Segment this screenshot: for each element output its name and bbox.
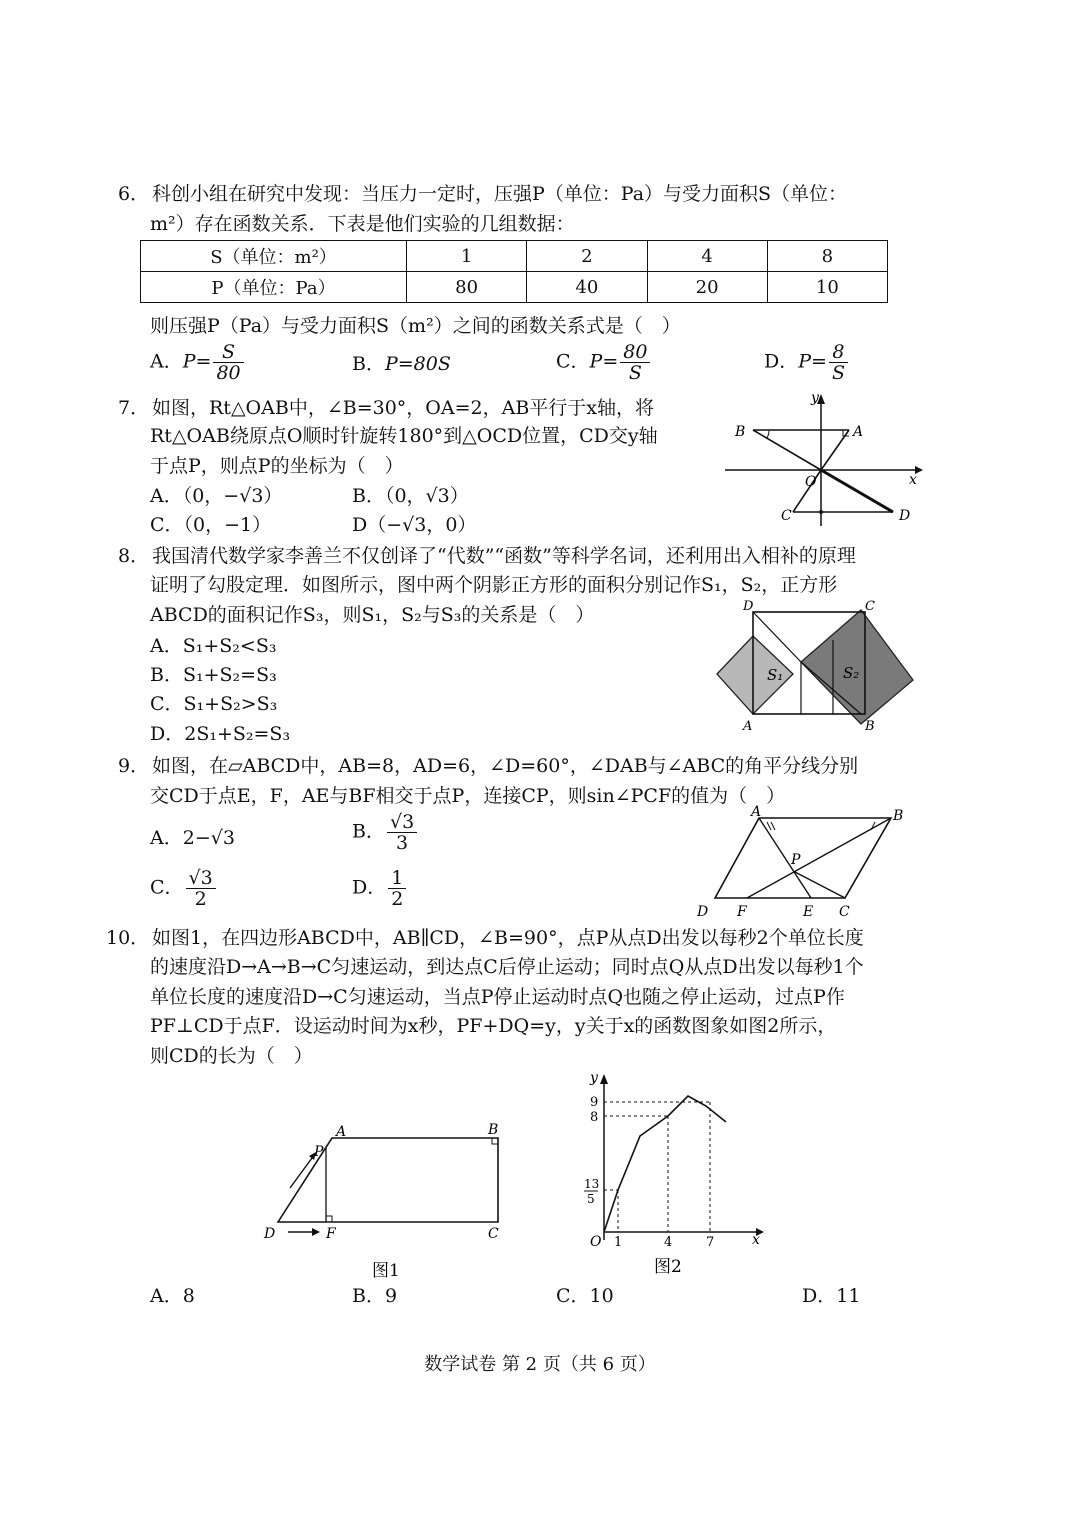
numerator: √3 [387, 812, 417, 833]
q7-line1 [118, 394, 654, 422]
q7-line2: Rt△OAB绕原点O顺时针旋转180°到△OCD位置，CD交y轴 [150, 425, 658, 447]
q9-line1 [118, 752, 858, 780]
q6-stem: 则压强P（Pa）与受力面积S（m²）之间的函数关系式是（ ） [150, 315, 681, 337]
denominator: S [831, 362, 845, 384]
q8-option-c[interactable]: C．S₁+S₂>S₃ [150, 693, 278, 715]
table-cell: 40 [527, 272, 647, 303]
q6-option-d[interactable] [764, 342, 850, 383]
table-cell: 4 [647, 241, 767, 272]
option-text: P=80S [384, 353, 451, 375]
tick-x4: 4 [664, 1235, 673, 1250]
y-axis-arrow-icon [600, 1074, 608, 1084]
q7-option-a[interactable]: A．（0，−√3） [150, 485, 283, 507]
q7-option-b[interactable]: B．（0，√3） [352, 485, 469, 507]
label-o: O [805, 474, 817, 490]
fraction [388, 868, 406, 909]
q6-data-table [140, 240, 888, 303]
label-y: y [590, 1070, 598, 1086]
q8-number: 8． [118, 545, 150, 567]
q7-figure [725, 390, 925, 530]
label-b: B [865, 719, 875, 734]
q10-option-d[interactable]: D．11 [802, 1285, 861, 1307]
option-formula-left: P= [182, 350, 212, 373]
point-p [819, 510, 823, 514]
table-cell: P（单位：Pa） [141, 272, 407, 303]
right-angle-mark [492, 1138, 498, 1144]
label-d: D [697, 904, 709, 920]
table-cell: S（单位：m²） [141, 241, 407, 272]
tick-y13-numerator: 13 [584, 1177, 600, 1191]
label-a: A [336, 1124, 347, 1140]
q6-number: 6． [118, 183, 150, 205]
table-cell: 10 [767, 272, 887, 303]
numerator: S [213, 342, 243, 363]
q7-option-c[interactable]: C．（0，−1） [150, 514, 272, 536]
q9-text1: 如图，在▱ABCD中，AB=8，AD=6，∠D=60°，∠DAB与∠ABC的角平分线分别 [152, 755, 859, 777]
tick-y9: 9 [590, 1095, 599, 1110]
option-label: C． [150, 876, 184, 899]
label-f: F [326, 1226, 336, 1242]
quadrilateral-abcd [278, 1138, 498, 1222]
q7-number: 7． [118, 397, 150, 419]
q10-line4: PF⊥CD于点F．设运动时间为x秒，PF+DQ=y，y关于x的函数图象如图2所示， [150, 1015, 837, 1037]
label-d: D [264, 1226, 276, 1242]
table-row [141, 272, 888, 303]
option-formula-left: P= [589, 350, 619, 373]
q6-option-c[interactable] [556, 342, 652, 383]
q10-line2: 的速度沿D→A→B→C匀速运动，到达点C后停止运动；同时点Q从点D出发以每秒1个 [150, 956, 864, 978]
denominator: 2 [194, 888, 207, 910]
q8-option-d[interactable]: D．2S₁+S₂=S₃ [150, 723, 291, 745]
q10-text1: 如图1，在四边形ABCD中，AB∥CD，∠B=90°，点P从点D出发以每秒2个单位长度 [152, 927, 864, 949]
label-c: C [865, 599, 875, 614]
angle-mark-b [767, 430, 769, 438]
figure-caption: 图2 [654, 1257, 682, 1277]
label-y: y [811, 390, 819, 406]
numerator: 80 [620, 342, 650, 363]
numerator: 1 [388, 868, 406, 889]
q10-option-c[interactable]: C．10 [556, 1285, 614, 1307]
right-angle-mark [326, 1216, 332, 1222]
option-label: B． [352, 353, 385, 375]
q6-line2: m²）存在函数关系．下表是他们实验的几组数据： [150, 213, 575, 235]
q6-line1 [118, 180, 847, 208]
option-label: C． [556, 350, 590, 373]
option-text: 2−√3 [182, 827, 235, 849]
q8-figure [715, 598, 920, 738]
option-label: B． [352, 820, 385, 843]
q8-option-a[interactable]: A．S₁+S₂<S₃ [150, 635, 277, 657]
fraction [829, 342, 848, 383]
label-d: D [899, 508, 911, 524]
table-row [141, 241, 888, 272]
q7-option-d[interactable]: D（−√3，0） [352, 514, 477, 536]
label-a: A [853, 424, 864, 440]
q8-line2: 证明了勾股定理．如图所示，图中两个阴影正方形的面积分别记作S₁，S₂，正方形 [150, 574, 838, 596]
segment-ob [753, 430, 821, 470]
q9-option-b[interactable] [352, 812, 419, 853]
option-label: A． [150, 350, 183, 373]
q6-text1: 科创小组在研究中发现：当压力一定时，压强P（单位：Pa）与受力面积S（单位： [152, 183, 848, 205]
fraction [213, 342, 243, 383]
fraction [186, 868, 216, 909]
q7-text1: 如图，Rt△OAB中，∠B=30°，OA=2，AB平行于x轴，将 [152, 397, 654, 419]
table-cell: 8 [767, 241, 887, 272]
label-e: E [803, 904, 814, 920]
label-a: A [751, 804, 762, 820]
q10-line3: 单位长度的速度沿D→C匀速运动，当点P停止运动时点Q也随之停止运动，过点P作 [150, 986, 845, 1008]
denominator: 80 [216, 362, 241, 384]
q10-option-b[interactable]: B．9 [352, 1285, 398, 1307]
label-d: D [743, 599, 754, 614]
q10-line5: 则CD的长为（ ） [150, 1045, 313, 1067]
label-o: O [590, 1234, 602, 1250]
arrow-icon [312, 1228, 320, 1236]
table-cell: 80 [407, 272, 527, 303]
numerator: √3 [186, 868, 216, 889]
q8-line1 [118, 542, 856, 570]
label-b: B [893, 808, 904, 824]
q10-number: 10． [106, 927, 150, 949]
q10-line1 [106, 924, 864, 952]
option-label: D． [352, 876, 387, 899]
q9-option-a[interactable] [150, 824, 235, 852]
tick-y13-denominator: 5 [587, 1192, 595, 1206]
page-footer: 数学试卷 第 2 页（共 6 页） [424, 1354, 656, 1375]
angle-mark-a [767, 822, 775, 830]
segment-od [821, 470, 893, 512]
label-a: A [743, 719, 753, 734]
table-cell: 1 [407, 241, 527, 272]
label-c: C [781, 508, 792, 524]
option-formula-left: P= [798, 350, 827, 373]
q9-figure [695, 804, 915, 922]
q9-option-d[interactable] [352, 868, 408, 909]
label-c: C [839, 904, 850, 920]
segment-ae [759, 818, 811, 898]
q6-option-a[interactable] [150, 342, 246, 383]
label-x: x [909, 472, 917, 488]
fraction [620, 342, 650, 383]
table-cell: 20 [647, 272, 767, 303]
denominator: S [628, 362, 642, 384]
label-s2: S₂ [843, 664, 860, 682]
label-p: P [314, 1144, 324, 1160]
q6-option-b[interactable] [352, 350, 451, 378]
numerator: 8 [829, 342, 848, 363]
q8-line3: ABCD的面积记作S₃，则S₁，S₂与S₃的关系是（ ） [150, 604, 595, 626]
tick-x1: 1 [614, 1235, 623, 1250]
q8-text1: 我国清代数学家李善兰不仅创译了“代数”“函数”等科学名词，还利用出入相补的原理 [152, 545, 856, 567]
segment-bf [747, 818, 891, 898]
figure-caption: 图1 [372, 1261, 400, 1281]
option-label: D． [764, 350, 799, 373]
label-b: B [488, 1122, 499, 1138]
table-cell: 2 [527, 241, 647, 272]
tick-x7: 7 [706, 1235, 715, 1250]
q10-option-a[interactable]: A．8 [150, 1285, 195, 1307]
option-label: A． [150, 827, 183, 849]
q9-option-c[interactable] [150, 868, 218, 909]
denominator: 2 [391, 888, 404, 910]
label-x: x [752, 1232, 760, 1248]
label-c: C [488, 1226, 499, 1242]
label-b: B [735, 424, 746, 440]
q9-line2: 交CD于点E，F，AE与BF相交于点P，连接CP，则sin∠PCF的值为（ ） [150, 785, 786, 807]
label-p: P [791, 852, 801, 868]
q7-line3: 于点P，则点P的坐标为（ ） [150, 455, 404, 477]
q10-figure1 [260, 1118, 510, 1288]
denominator: 3 [396, 832, 409, 854]
fraction [387, 812, 417, 853]
q9-number: 9． [118, 755, 150, 777]
tick-y8: 8 [590, 1110, 599, 1125]
label-s1: S₁ [767, 666, 784, 684]
q8-option-b[interactable]: B．S₁+S₂=S₃ [150, 664, 277, 686]
label-f: F [737, 904, 747, 920]
q10-figure2 [576, 1066, 776, 1288]
